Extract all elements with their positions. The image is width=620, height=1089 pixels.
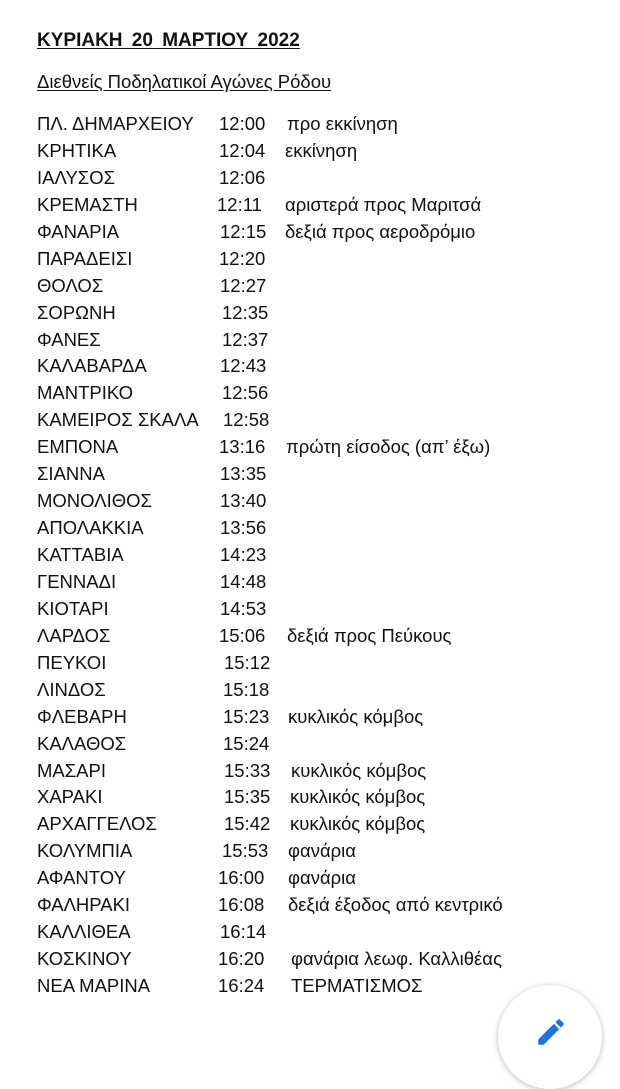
route-note: προ εκκίνηση bbox=[287, 113, 398, 134]
edit-button[interactable] bbox=[498, 985, 602, 1089]
schedule-row bbox=[37, 784, 607, 811]
location-name: ΝΕΑ ΜΑΡΙΝΑ bbox=[37, 975, 151, 996]
pass-time: 13:56 bbox=[220, 517, 267, 539]
location-name: ΑΠΟΛΑΚΚΙΑ bbox=[37, 517, 144, 539]
pass-time: 12:15 bbox=[220, 220, 267, 242]
pass-time: 13:35 bbox=[220, 463, 267, 485]
schedule-row bbox=[37, 327, 607, 354]
schedule-row bbox=[37, 165, 607, 192]
pass-time: 16:08 bbox=[218, 894, 265, 916]
schedule-row bbox=[37, 515, 607, 542]
location-name: ΛΑΡΔΟΣ bbox=[37, 624, 111, 646]
schedule-row bbox=[37, 838, 607, 865]
location-name: ΑΡΧΑΓΓΕΛΟΣ bbox=[37, 813, 157, 835]
pass-time: 15:06 bbox=[219, 624, 266, 646]
schedule-row bbox=[37, 300, 607, 327]
location-name: ΦΑΝΑΡΙΑ bbox=[37, 220, 120, 242]
pass-time: 14:53 bbox=[220, 597, 267, 619]
route-note: αριστερά προς Μαριτσά bbox=[285, 193, 482, 215]
pass-time: 14:23 bbox=[220, 544, 267, 565]
location-name: ΙΑΛΥΣΟΣ bbox=[37, 166, 116, 188]
location-name: ΓΕΝΝΑΔΙ bbox=[37, 570, 117, 592]
route-note: δεξιά έξοδος από κεντρικό bbox=[288, 894, 503, 916]
route-note: ΤΕΡΜΑΤΙΣΜΟΣ bbox=[291, 975, 423, 996]
pass-time: 12:58 bbox=[223, 409, 270, 431]
route-note: κυκλικός κόμβος bbox=[291, 759, 427, 781]
schedule-row bbox=[37, 569, 607, 596]
schedule-row bbox=[37, 461, 607, 488]
schedule-row bbox=[37, 650, 607, 677]
pass-time: 12:27 bbox=[220, 274, 267, 296]
route-note: δεξιά προς αεροδρόμιο bbox=[285, 220, 476, 242]
location-name: ΚΑΛΛΙΘΕΑ bbox=[37, 921, 131, 943]
pass-time: 15:18 bbox=[223, 678, 270, 700]
pass-time: 12:11 bbox=[217, 193, 262, 215]
schedule-row bbox=[37, 353, 607, 380]
pass-time: 15:35 bbox=[224, 786, 271, 808]
location-name: ΦΑΛΗΡΑΚΙ bbox=[37, 894, 131, 916]
schedule-row bbox=[37, 758, 607, 785]
pass-time: 15:42 bbox=[224, 813, 271, 835]
pass-time: 16:00 bbox=[218, 867, 265, 889]
location-name: ΠΛ. ΔΗΜΑΡΧΕΙΟΥ bbox=[37, 113, 194, 134]
route-note: εκκίνηση bbox=[285, 139, 358, 161]
location-name: ΚΑΜΕΙΡΟΣ ΣΚΑΛΑ bbox=[37, 409, 199, 431]
pass-time: 16:14 bbox=[220, 921, 267, 943]
pass-time: 12:20 bbox=[219, 247, 266, 269]
page-title: ΚΥΡΙΑΚΗ 20 ΜΑΡΤΙΟΥ 2022 bbox=[37, 30, 300, 51]
location-name: ΚΑΛΑΒΑΡΔΑ bbox=[37, 355, 147, 377]
location-name: ΚΡΕΜΑΣΤΗ bbox=[37, 193, 138, 215]
pass-time: 12:04 bbox=[219, 139, 266, 161]
location-name: ΚΟΛΥΜΠΙΑ bbox=[37, 840, 133, 862]
pass-time: 16:24 bbox=[218, 975, 265, 996]
location-name: ΦΛΕΒΑΡΗ bbox=[37, 705, 127, 727]
schedule-row bbox=[37, 919, 607, 946]
pass-time: 14:48 bbox=[220, 570, 267, 592]
pass-time: 13:16 bbox=[219, 436, 266, 458]
pass-time: 15:33 bbox=[224, 759, 271, 781]
schedule-row bbox=[37, 542, 607, 569]
pass-time: 12:37 bbox=[222, 328, 269, 350]
route-note: φανάρια bbox=[288, 840, 356, 862]
edit-pencil-icon bbox=[534, 1015, 568, 1049]
schedule-row bbox=[37, 246, 607, 273]
pass-time: 15:24 bbox=[223, 732, 270, 754]
location-name: ΜΑΝΤΡΙΚΟ bbox=[37, 382, 134, 404]
location-name: ΣΟΡΩΝΗ bbox=[37, 301, 116, 323]
schedule-row bbox=[37, 407, 607, 434]
route-note: φανάρια bbox=[288, 867, 356, 889]
schedule-row bbox=[37, 111, 607, 138]
schedule-row bbox=[37, 596, 607, 623]
location-name: ΚΑΤΤΑΒΙΑ bbox=[37, 544, 124, 565]
schedule-row bbox=[37, 138, 607, 165]
schedule-row bbox=[37, 892, 607, 919]
pass-time: 12:06 bbox=[219, 166, 266, 188]
location-name: ΚΡΗΤΙΚΑ bbox=[37, 139, 117, 161]
location-name: ΧΑΡΑΚΙ bbox=[37, 786, 103, 808]
route-note: δεξιά προς Πεύκους bbox=[287, 624, 452, 646]
route-note: κυκλικός κόμβος bbox=[288, 705, 424, 727]
route-note: κυκλικός κόμβος bbox=[290, 786, 426, 808]
route-note: κυκλικός κόμβος bbox=[290, 813, 426, 835]
schedule-row bbox=[37, 811, 607, 838]
location-name: ΜΑΣΑΡΙ bbox=[37, 759, 107, 781]
pass-time: 15:23 bbox=[223, 705, 270, 727]
location-name: ΠΕΥΚΟΙ bbox=[37, 651, 107, 673]
schedule-row bbox=[37, 434, 607, 461]
pass-time: 12:35 bbox=[222, 301, 269, 323]
route-note: πρώτη είσοδος (απ’ έξω) bbox=[286, 436, 491, 458]
pass-time: 13:40 bbox=[220, 490, 267, 512]
schedule-row bbox=[37, 865, 607, 892]
location-name: ΦΑΝΕΣ bbox=[37, 328, 101, 350]
schedule-row bbox=[37, 677, 607, 704]
page-subtitle: Διεθνείς Ποδηλατικοί Αγώνες Ρόδου bbox=[37, 71, 332, 92]
location-name: ΕΜΠΟΝΑ bbox=[37, 436, 119, 458]
schedule-row bbox=[37, 946, 607, 973]
pass-time: 12:56 bbox=[222, 382, 269, 404]
schedule-list bbox=[37, 111, 607, 1000]
pass-time: 12:00 bbox=[219, 113, 266, 134]
pass-time: 16:20 bbox=[218, 948, 265, 970]
location-name: ΠΑΡΑΔΕΙΣΙ bbox=[37, 247, 133, 269]
schedule-row bbox=[37, 731, 607, 758]
location-name: ΚΙΟΤΑΡΙ bbox=[37, 597, 109, 619]
schedule-row bbox=[37, 488, 607, 515]
pass-time: 15:12 bbox=[224, 651, 271, 673]
location-name: ΜΟΝΟΛΙΘΟΣ bbox=[37, 490, 152, 512]
schedule-row bbox=[37, 704, 607, 731]
location-name: ΑΦΑΝΤΟΥ bbox=[37, 867, 126, 889]
location-name: ΚΟΣΚΙΝΟΥ bbox=[37, 948, 132, 970]
route-note: φανάρια λεωφ. Καλλιθέας bbox=[291, 948, 502, 970]
location-name: ΛΙΝΔΟΣ bbox=[37, 678, 106, 700]
location-name: ΘΟΛΟΣ bbox=[37, 274, 104, 296]
pass-time: 12:43 bbox=[220, 355, 267, 377]
schedule-row bbox=[37, 380, 607, 407]
pass-time: 15:53 bbox=[222, 840, 269, 862]
schedule-row bbox=[37, 219, 607, 246]
location-name: ΚΑΛΑΘΟΣ bbox=[37, 732, 127, 754]
location-name: ΣΙΑΝΝΑ bbox=[37, 463, 105, 485]
schedule-row bbox=[37, 273, 607, 300]
schedule-row bbox=[37, 623, 607, 650]
schedule-row bbox=[37, 192, 607, 219]
